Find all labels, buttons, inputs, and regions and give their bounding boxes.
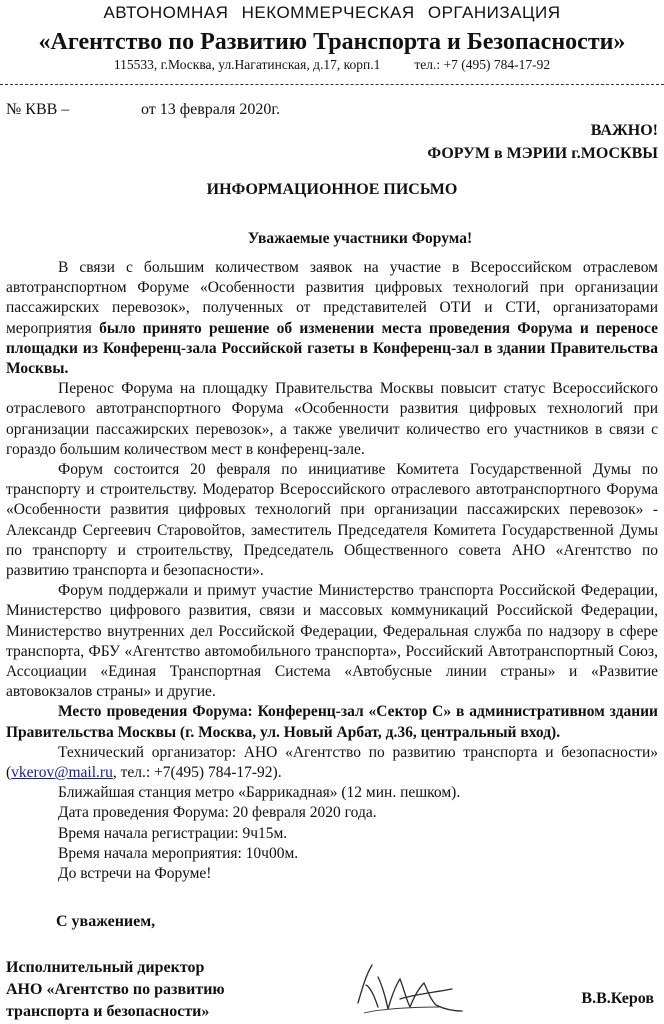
organizer-lead: Технический организатор: АНО «Агентство по развитию транспорта и безопасности» ( — [6, 743, 658, 782]
paragraph-decision — [6, 258, 658, 379]
organization-address: 115533, г.Москва, ул.Нагатинская, д.17, корп.1 — [113, 57, 381, 72]
signer-name: В.В.Керов — [581, 990, 654, 1007]
paragraph-decision-bold: было принято решение об изменении места проведения Форума и переносе площадки из Конференц-зала Российской газеты в Конференц-зал в здании Правительства Москвы. — [6, 319, 658, 378]
signatory-org-line2: транспорта и безопасности» — [6, 1003, 210, 1020]
handwritten-signature — [340, 955, 470, 1019]
notice-important: ВАЖНО! — [590, 122, 658, 139]
organizer-email-link[interactable]: vkerov@mail.ru — [11, 764, 113, 782]
signatory-org-line1: АНО «Агентство по развитию — [6, 981, 225, 998]
notice-block — [427, 119, 658, 165]
notice-location: ФОРУМ в МЭРИИ г.МОСКВЫ — [427, 145, 658, 162]
paragraph-organizer — [6, 743, 658, 783]
reference-number: № КВВ – — [6, 101, 70, 118]
document-title: ИНФОРМАЦИОННОЕ ПИСЬМО — [206, 181, 458, 198]
organization-name: «Агентство по Развитию Транспорта и Безопасности» — [38, 29, 626, 55]
paragraph-decision-lead: В связи с большим количеством заявок на участие в Всероссийском отраслевом автотранспортном Форуме «Особенности развития цифровых технологий при организации пассажирских перевозок», полученных от представителей ОТИ и СТИ, организаторами мероприятия — [6, 259, 658, 337]
signatory-position: Исполнительный директор — [6, 959, 205, 976]
paragraph-venue — [6, 702, 658, 742]
letter-reference — [6, 101, 281, 119]
metro-info: Ближайшая станция метро «Баррикадная» (12 мин. пешком). — [58, 784, 461, 802]
paragraph-supporters: Форум поддержали и примут участие Министерство транспорта Российской Федерации, Министерство цифрового развития, связи и массовых коммуникаций Российской Федерации, Министерство внутренних дел Российской Федерации, Федеральная служба по надзору в сфере транспорта, ФБУ «Агентство автомобильного транспорта», Российский Автотранспортный Союз, Ассоциации «Единая Транспортная Система «Автобусные линии страны» и «Развитие автовокзалов страны» и другие. — [6, 582, 658, 701]
farewell: До встречи на Форуме! — [58, 865, 212, 883]
closing-salutation: С уважением, — [56, 913, 156, 930]
organization-contacts — [0, 57, 664, 73]
start-time: Время начала мероприятия: 10ч00м. — [58, 844, 299, 862]
paragraph-relocation: Перенос Форума на площадку Правительства Москвы повысит статус Всероссийского отраслевого автотранспортного Форума «Особенности развития цифровых технологий при организации пассажирских перевозок», а также увеличит количество его участников в связи с гораздо большим количеством мест в конференц-зале. — [6, 380, 658, 458]
organization-type: АВТОНОМНАЯ НЕКОММЕРЧЕСКАЯ ОРГАНИЗАЦИЯ — [103, 3, 561, 22]
signatory-title — [6, 957, 225, 1023]
organization-phone: тел.: +7 (495) 784-17-92 — [414, 57, 551, 72]
letter-body — [6, 258, 658, 884]
reference-date: от 13 февраля 2020г. — [141, 101, 281, 118]
letterhead-divider — [0, 84, 664, 85]
organizer-tail: , тел.: +7(495) 784-17-92). — [112, 764, 282, 782]
forum-date: Дата проведения Форума: 20 февраля 2020 года. — [58, 804, 377, 822]
venue-text: Место проведения Форума: Конференц-зал «Сектор С» в административном здании Правительства Москвы (г. Москва, ул. Новый Арбат, д.36, центральный вход). — [6, 703, 658, 741]
paragraph-moderator: Форум состоится 20 февраля по инициативе Комитета Государственной Думы по транспорту и строительству. Модератор Всероссийского отраслевого автотранспортного Форума «Особенности развития цифровых технологий при организации пассажирских перевозок» - Александр Сергеевич Старовойтов, заместитель Председателя Комитета Государственной Думы по транспорту и строительству, Председатель Общественного совета АНО «Агентство по развитию транспорта и безопасности». — [6, 461, 658, 580]
greeting: Уважаемые участники Форума! — [247, 230, 473, 247]
registration-time: Время начала регистрации: 9ч15м. — [58, 824, 288, 842]
